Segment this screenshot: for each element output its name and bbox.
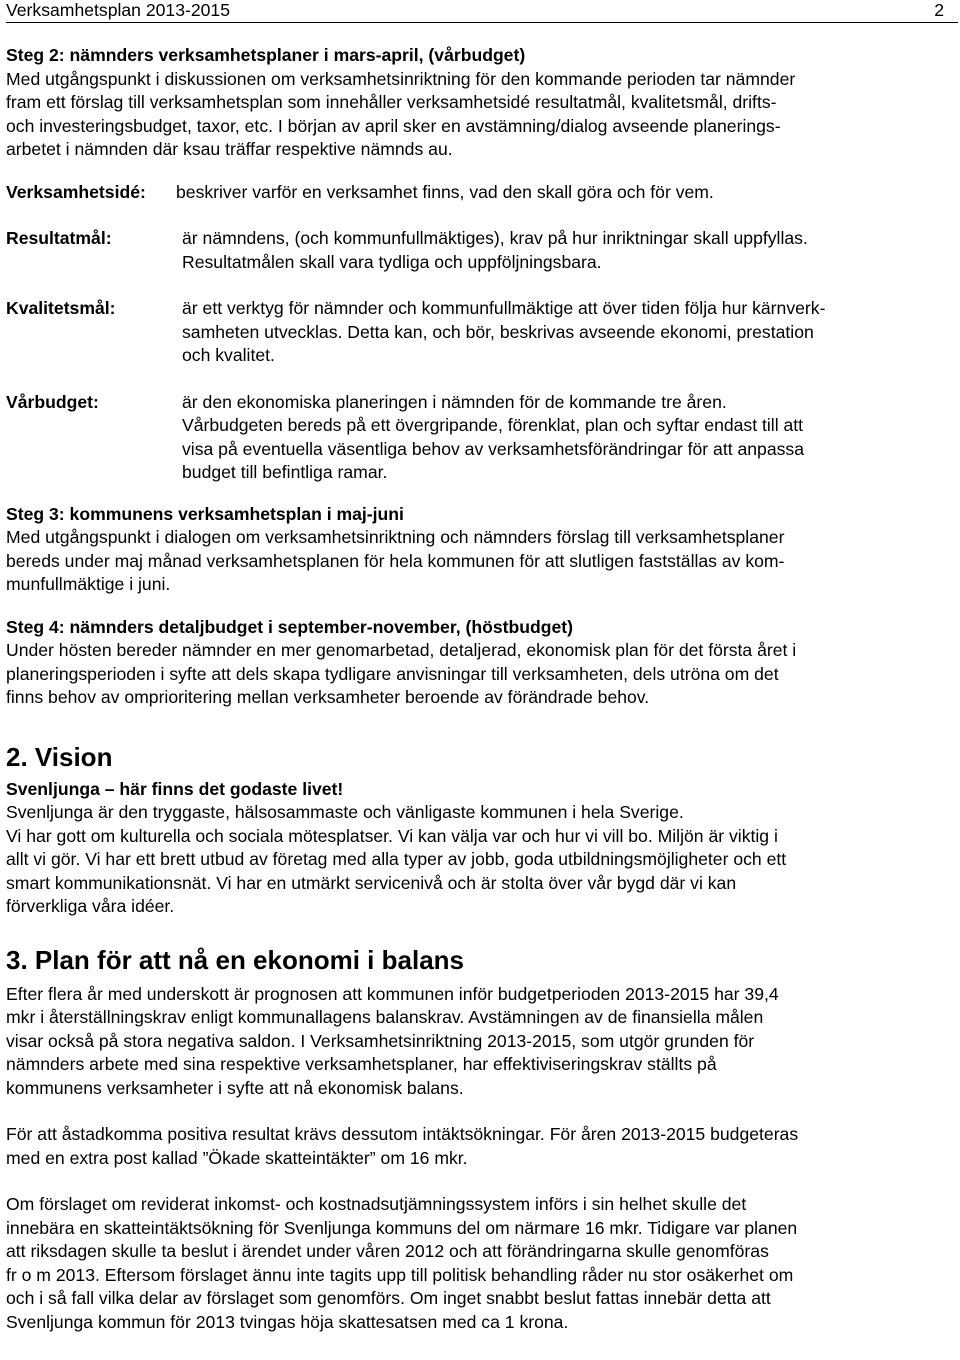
definition-line: Resultatmålen skall vara tydliga och uppföljningsbara.: [182, 251, 602, 272]
step-4-section: [6, 616, 951, 710]
definition-term: Vårbudget:: [6, 391, 99, 412]
step-3-section: [6, 503, 951, 597]
plan-line: med en extra post kallad ”Ökade skatteintäkter” om 16 mkr.: [6, 1147, 468, 1168]
definition-description: [182, 297, 951, 368]
step-4-line: Under hösten bereder nämnder en mer genomarbetad, detaljerad, ekonomisk plan för det första året i: [6, 640, 797, 660]
definition-line: samheten utvecklas. Detta kan, och bör, beskrivas avseende ekonomi, prestation: [182, 321, 814, 342]
definition-line: beskriver varför en verksamhet finns, vad den skall göra och för vem.: [176, 181, 714, 202]
definition-kvalitetsmal: [6, 297, 951, 368]
header-title: Verksamhetsplan 2013-2015: [6, 0, 230, 20]
definition-term: Kvalitetsmål:: [6, 298, 116, 318]
page-content: [6, 44, 951, 1334]
definition-description: [182, 227, 951, 274]
plan-heading: 3. Plan för att nå en ekonomi i balans: [6, 944, 464, 975]
plan-line: Efter flera år med underskott är prognosen att kommunen inför budgetperioden 2013-2015 har 39,4: [6, 983, 779, 1004]
step-2-heading: Steg 2: nämnders verksamhetsplaner i mars-april, (vårbudget): [6, 45, 526, 65]
plan-paragraph: [6, 1193, 951, 1334]
definition-description: [176, 181, 951, 205]
step-3-heading: Steg 3: kommunens verksamhetsplan i maj-juni: [6, 503, 404, 524]
vision-heading: 2. Vision: [6, 741, 113, 772]
step-2-line: och investeringsbudget, taxor, etc. I början av april sker en avstämning/dialog avseende planerings-: [6, 115, 781, 136]
page-header: [6, 0, 958, 23]
page-number: 2: [934, 0, 944, 20]
step-2-section: [6, 44, 951, 162]
definition-line: är den ekonomiska planeringen i nämnden för de kommande tre åren.: [182, 391, 727, 412]
plan-line: fr o m 2013. Eftersom förslaget ännu inte tagits upp till politisk behandling råder nu stor osäkerhet om: [6, 1264, 794, 1285]
definition-line: budget till befintliga ramar.: [182, 462, 388, 482]
step-3-line: bereds under maj månad verksamhetsplanen för hela kommunen för att slutligen fastställas av kom-: [6, 550, 785, 571]
step-3-line: Med utgångspunkt i dialogen om verksamhetsinriktning och nämnders förslag till verksamhetsplaner: [6, 527, 785, 547]
vision-line: förverkliga våra idéer.: [6, 896, 175, 916]
step-2-line: fram ett förslag till verksamhetsplan som innehåller verksamhetsidé resultatmål, kvalitetsmål, drifts-: [6, 92, 777, 112]
definition-line: är ett verktyg för nämnder och kommunfullmäktige att över tiden följa hur kärnverk-: [182, 298, 826, 318]
step-4-heading: Steg 4: nämnders detaljbudget i september-november, (höstbudget): [6, 616, 573, 637]
definition-verksamhetside: [6, 181, 951, 205]
paragraph-gap: [6, 1100, 951, 1123]
plan-line: och i så fall vilka delar av förslaget som genomförs. Om inget snabbt beslut fattas innebär detta att: [6, 1288, 771, 1308]
step-4-line: finns behov av omprioritering mellan verksamheter beroende av förändrade behov.: [6, 687, 650, 707]
definition-line: visa på eventuella väsentliga behov av verksamhetsförändringar för att anpassa: [182, 438, 805, 459]
definition-term: Resultatmål:: [6, 228, 112, 248]
plan-section: [6, 945, 951, 1335]
vision-line: smart kommunikationsnät. Vi har en utmärkt servicenivå och är stolta över vår bygd där vi kan: [6, 872, 737, 893]
paragraph-gap: [6, 1170, 951, 1193]
definitions-list: [6, 181, 951, 485]
definition-line: är nämndens, (och kommunfullmäktiges), krav på hur inriktningar skall uppfyllas.: [182, 228, 808, 248]
definition-line: och kvalitet.: [182, 345, 275, 365]
plan-paragraph: [6, 983, 951, 1101]
definition-term: Verksamhetsidé:: [6, 181, 146, 202]
plan-line: Svenljunga kommun för 2013 tvingas höja skattesatsen med ca 1 krona.: [6, 1311, 569, 1332]
plan-line: kommunens verksamheter i syfte att nå ekonomisk balans.: [6, 1077, 464, 1098]
plan-line: innebära en skatteintäktsökning för Svenljunga kommuns del om närmare 16 mkr. Tidigare var planen: [6, 1217, 798, 1238]
vision-tagline: Svenljunga – här finns det godaste livet!: [6, 778, 344, 799]
definition-resultatmal: [6, 227, 951, 274]
step-3-line: munfullmäktige i juni.: [6, 574, 171, 594]
plan-line: att riksdagen skulle ta beslut i ärendet under våren 2012 och att förändringarna skulle genomföras: [6, 1241, 769, 1261]
vision-section: [6, 742, 951, 919]
step-2-line: Med utgångspunkt i diskussionen om verksamhetsinriktning för den kommande perioden tar nämnder: [6, 68, 796, 89]
step-4-line: planeringsperioden i syfte att dels skapa tydligare anvisningar till verksamheten, dels utröna om det: [6, 663, 779, 684]
plan-line: För att åstadkomma positiva resultat krävs dessutom intäktsökningar. För åren 2013-2015 budgeteras: [6, 1124, 799, 1144]
plan-line: visar också på stora negativa saldon. I Verksamhetsinriktning 2013-2015, som utgör grunden för: [6, 1030, 755, 1051]
definition-line: Vårbudgeten bereds på ett övergripande, förenklat, plan och syftar endast till att: [182, 415, 804, 435]
plan-line: mkr i återställningskrav enligt kommunallagens balanskrav. Avstämningen av de finansiella målen: [6, 1007, 764, 1027]
vision-line: Vi har gott om kulturella och sociala mötesplatser. Vi kan välja var och hur vi vill bo. Miljön är viktig i: [6, 825, 778, 846]
plan-paragraph: [6, 1123, 951, 1170]
plan-line: nämnders arbete med sina respektive verksamhetsplaner, har effektiviseringskrav ställts på: [6, 1054, 717, 1074]
definition-varbudget: [6, 391, 951, 485]
vision-line: Svenljunga är den tryggaste, hälsosammaste och vänligaste kommunen i hela Sverige.: [6, 802, 684, 822]
plan-line: Om förslaget om reviderat inkomst- och kostnadsutjämningssystem införs i sin helhet skulle det: [6, 1194, 747, 1214]
step-2-line: arbetet i nämnden där ksau träffar respektive nämnds au.: [6, 139, 453, 159]
vision-line: allt vi gör. Vi har ett brett utbud av företag med alla typer av jobb, goda utbildningsmöjligheter och ett: [6, 849, 787, 869]
definition-description: [182, 391, 951, 485]
